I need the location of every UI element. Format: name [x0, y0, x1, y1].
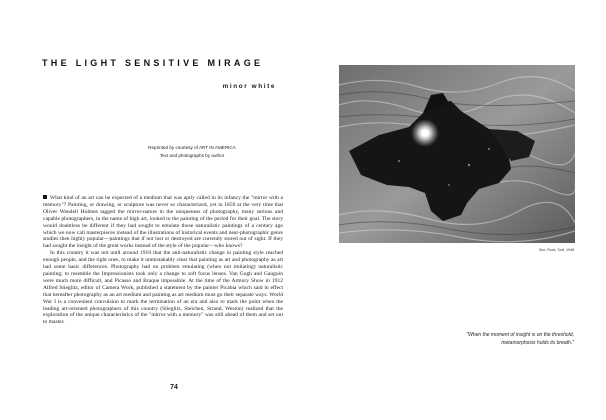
photograph-image [339, 65, 575, 243]
page-number: 74 [170, 384, 178, 391]
reprint-credit: Reprinted by courtesy of ART IN AMERICA [148, 145, 236, 150]
text-photo-credit: Text and photographs by author [159, 153, 225, 158]
photo-caption: Sun, Rock, Surf, 1948 [538, 248, 574, 252]
body-paragraph-2: In this country it was not until around 1910 that the anti-naturalistic change in painting style reached enough people, and the right ones, to make it unmistakably clear that painting as art and photography as art had some basic differences. Photography had no problem emulating (when not imitating) naturalistic painting; to resemble the Impressionists took only a change to soft focus lenses. Van Gogh and Gauguin were much more difficult, and Picasso and Braque impossible. At the time of the Armory Show in 1912 Alfred Stieglitz, editor of Camera Work, published a statement by the painter Picabia which said in effect that hereafter photography as an art medium and painting as art medium must go their separate ways. World War I is a convenient convulsion to mark the termination of an era and also to mark the point when the leading art-oriented photographers of this country (Stieglitz, Steichen, Strand, Weston) realized that the exploration of the unique characteristics of the "mirror with a memory" was still ahead of them and set out to master. [43, 250, 283, 326]
article-body [43, 195, 283, 326]
body-paragraph-1 [43, 195, 283, 250]
section-square-icon [43, 195, 47, 199]
body-paragraph-1-text: What kind of an art can be expected of a medium that was aptly called in its infancy the "mirror with a memory"? Painting, or drawing, or sculpture was never so characterized, yet in 1859 at the very time that Oliver Wendell Holmes tagged the mirror-nature in the uniqueness of photography, many serious and capable photographers, in the name of high art, looked to the painting of the period for their goal. The story would doubtless be different if they had sought to emulate those naturalistic paintings of a century ago which we now call masterpieces instead of the illustrations of historical events and near-photographic genre studies then highly popular—paintings that if not lost or destroyed are currently stored out of sight. If they had sought the insight of the great works instead of the style of the popular—who knows? [43, 195, 283, 250]
article-title: THE LIGHT SENSITIVE MIRAGE [42, 58, 264, 68]
pull-quote-line-2: metamorphosis holds its breath." [501, 340, 574, 346]
pull-quote-line-1: "When the moment of insight is on the threshold, [466, 332, 574, 338]
article-author: minor white [222, 83, 276, 90]
photograph [339, 65, 575, 243]
